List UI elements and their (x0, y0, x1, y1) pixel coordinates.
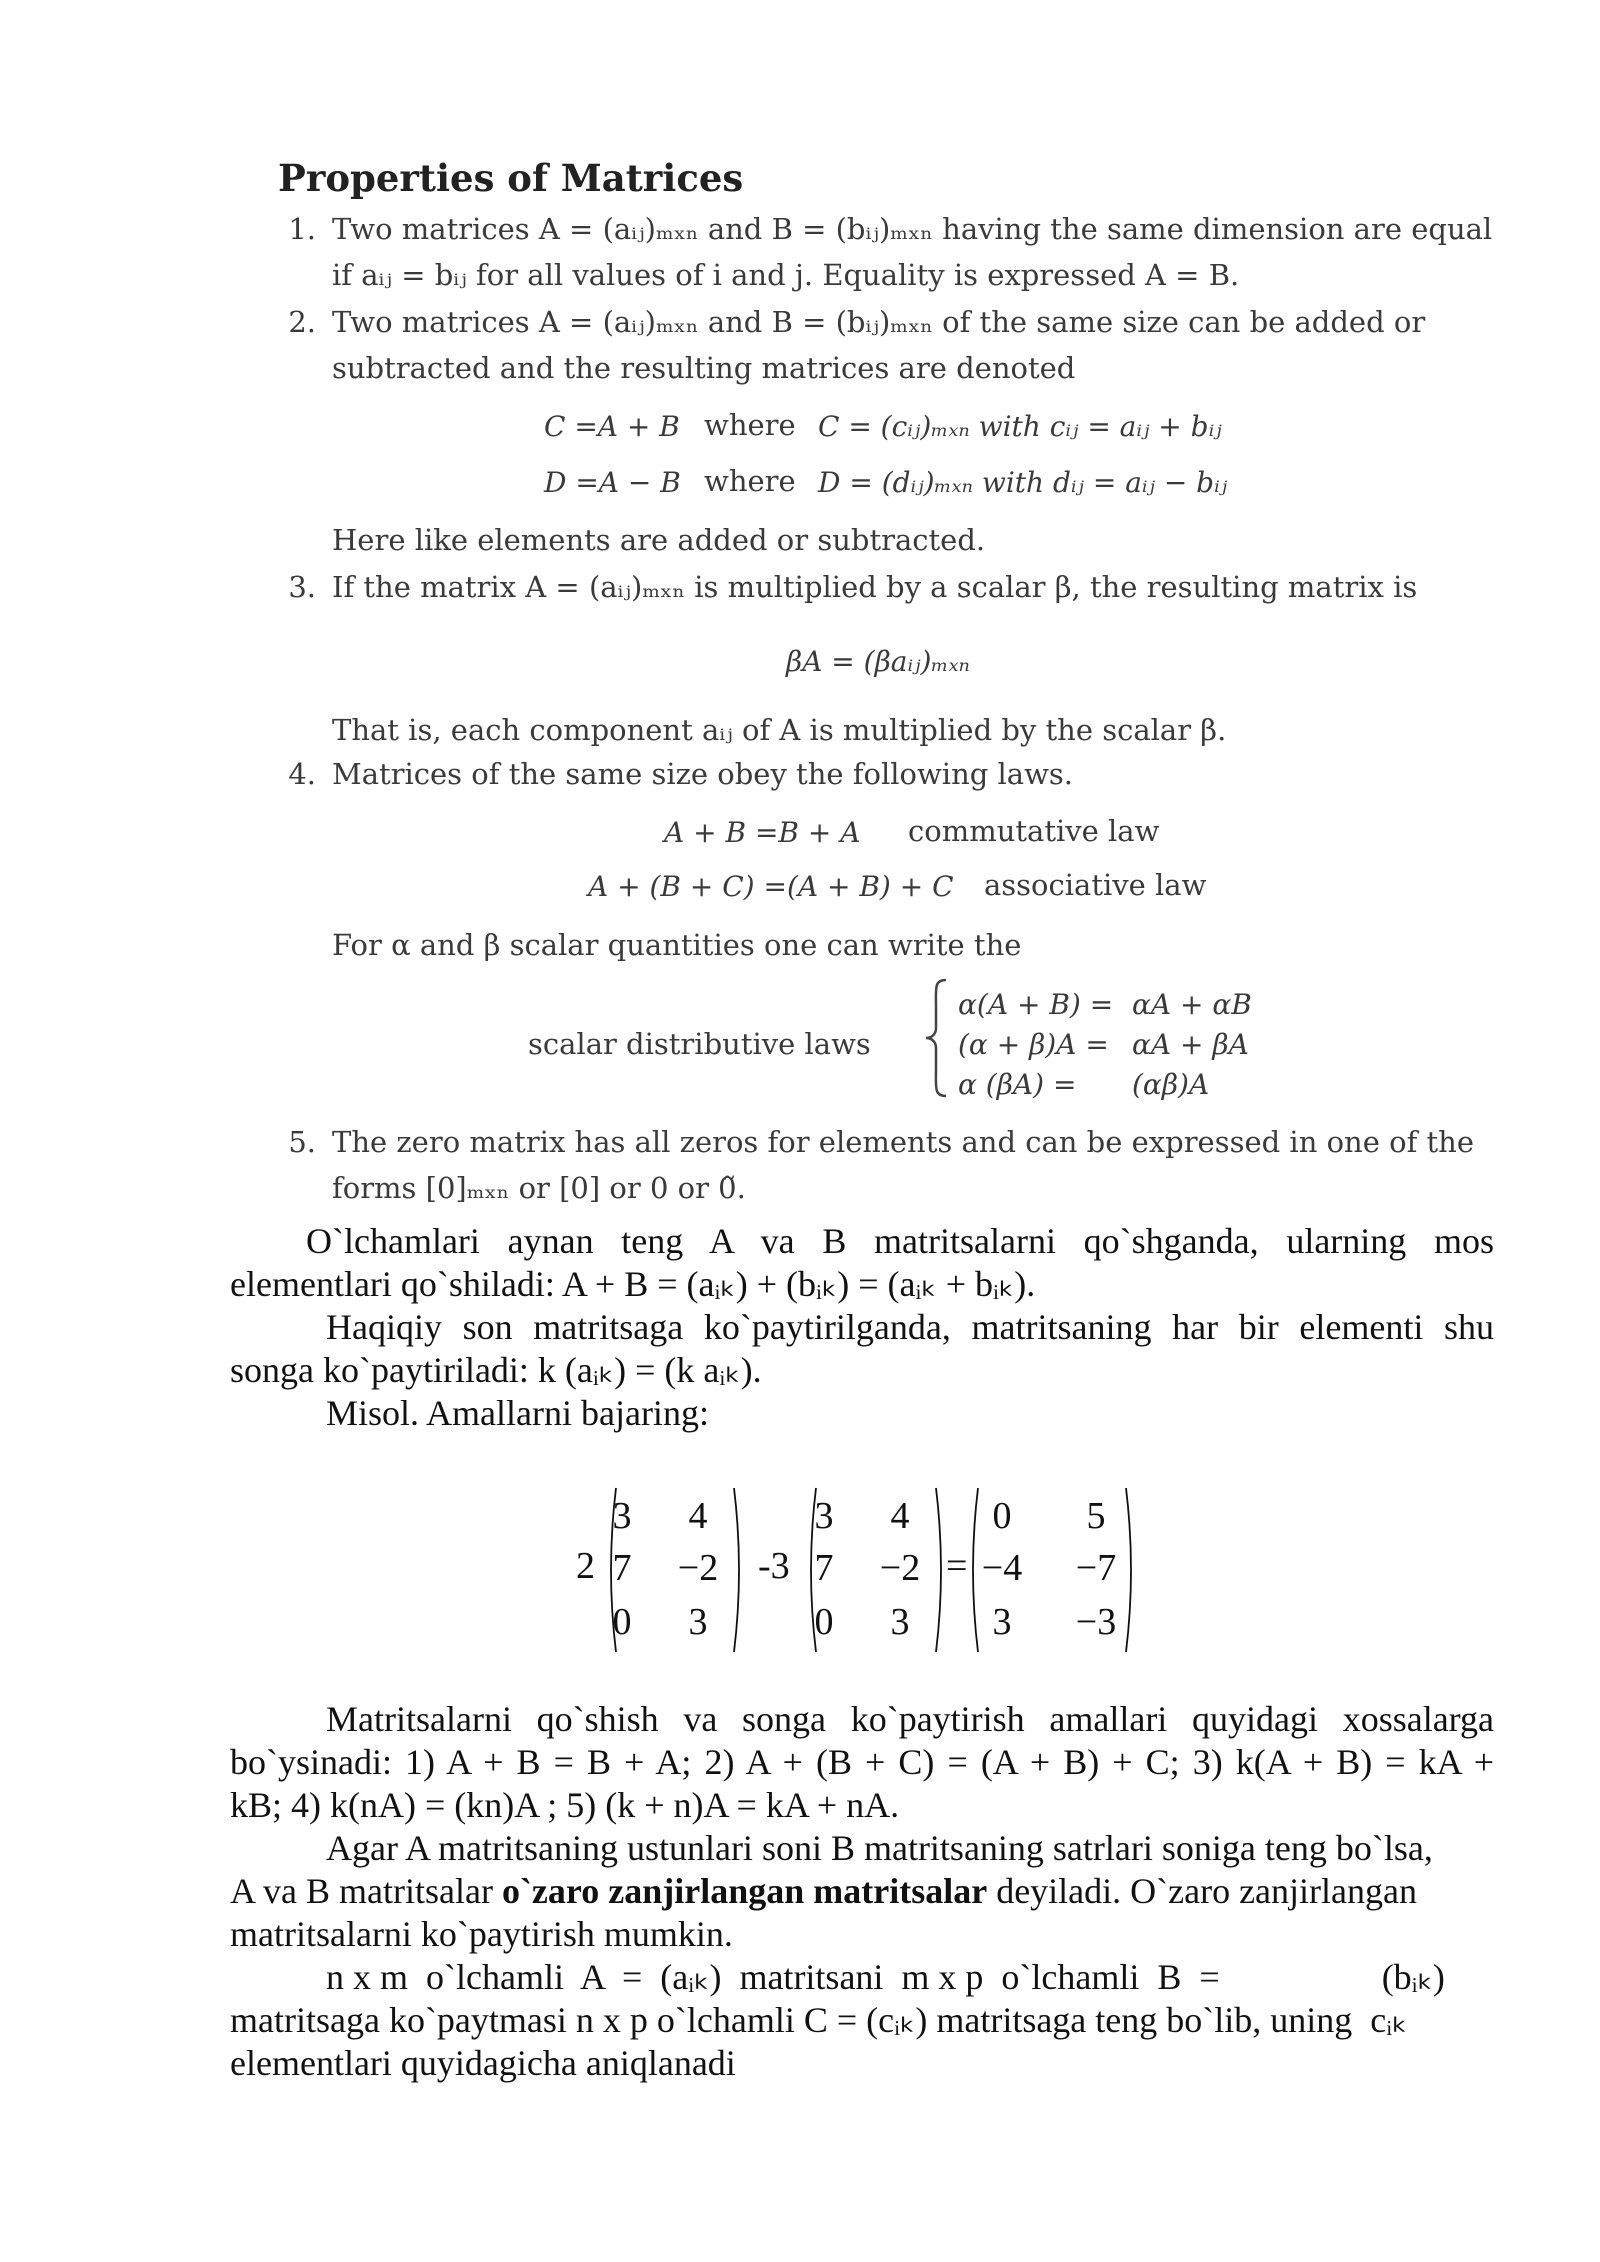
paragraph-5-line2-start: A va B matritsalar (230, 1871, 502, 1911)
matrix-2-cell: 7 (814, 1547, 834, 1589)
item-5-line1: The zero matrix has all zeros for elements and can be expressed in one of the (332, 1125, 1475, 1159)
matrix-1-right-paren (732, 1486, 746, 1654)
item-number-3: 3. (288, 570, 316, 604)
law-commutative-equation: A + B =B + A (664, 816, 861, 849)
item-number-4: 4. (288, 757, 316, 791)
paragraph-4-line1: Matritsalarni qo`shish va songa ko`paytirish amallari quyidagi xossalarga (326, 1699, 1494, 1739)
paragraph-5-line1: Agar A matritsaning ustunlari soni B matritsaning satrlari soniga teng bo`lsa, (326, 1828, 1433, 1868)
matrix-1-cell: 7 (612, 1547, 632, 1589)
item-2-line1: Two matrices A = (aᵢⱼ)ₘₓₙ and B = (bᵢⱼ)ₘₓₙ of the same size can be added or (332, 305, 1426, 339)
paragraph-1-line2: elementlari qo`shiladi: A + B = (aᵢₖ) + (bᵢₖ) = (aᵢₖ + bᵢₖ). (230, 1264, 1036, 1304)
matrix-3-cell: 3 (992, 1601, 1012, 1643)
scalar-law-1-left: α(A + B) = (958, 988, 1114, 1021)
matrix-1-cell: −2 (677, 1547, 719, 1589)
item-2-line2: subtracted and the resulting matrices are denoted (332, 351, 1076, 385)
scalar-coefficient-2: -3 (758, 1545, 790, 1587)
matrix-3-cell: 5 (1086, 1495, 1106, 1537)
scalar-law-2-left: (α + β)A = (958, 1028, 1109, 1061)
matrix-1-cell: 3 (688, 1601, 708, 1643)
paragraph-5-line2-end: deyiladi. O`zaro zanjirlangan (987, 1871, 1417, 1911)
scalar-law-1-right: αA + αB (1132, 988, 1252, 1021)
item-number-2: 2. (288, 305, 316, 339)
paragraph-6-line3: elementlari quyidagicha aniqlanadi (230, 2043, 736, 2083)
item-5-line2: forms [0]ₘₓₙ or [0] or 0 or 0̃. (332, 1171, 746, 1205)
matrix-example (570, 1480, 1150, 1660)
paragraph-2-line1: Haqiqiy son matritsaga ko`paytirilganda, matritsaning har bir elementi shu (326, 1307, 1494, 1347)
paragraph-2-line2: songa ko`paytiriladi: k (aᵢₖ) = (k aᵢₖ). (230, 1350, 762, 1390)
paragraph-1-line1: O`lchamlari aynan teng A va B matritsalarni qo`shganda, ularning mos (306, 1221, 1494, 1261)
equation-diff-right: D = (dᵢⱼ)ₘₓₙ with dᵢⱼ = aᵢⱼ − bᵢⱼ (818, 466, 1228, 499)
equation-diff-left: D =A − B (544, 466, 681, 499)
matrix-1-cell: 3 (612, 1495, 632, 1537)
equation-scalar-multiple: βA = (βaᵢⱼ)ₘₓₙ (786, 645, 970, 678)
matrix-2-cell: 4 (890, 1495, 910, 1537)
section-heading: Properties of Matrices (278, 156, 744, 200)
item-3-note: That is, each component aᵢⱼ of A is multiplied by the scalar β. (332, 713, 1227, 747)
paragraph-4-line3: kB; 4) k(nA) = (kn)A ; 5) (k + n)A = kA + nA. (230, 1785, 900, 1825)
scalar-coefficient-1: 2 (576, 1545, 595, 1587)
equals-sign: = (946, 1545, 968, 1587)
scalar-distributive-label: scalar distributive laws (528, 1027, 871, 1061)
item-1-line2: if aᵢⱼ = bᵢⱼ for all values of i and j. Equality is expressed A = B. (332, 258, 1240, 292)
item-1-line1: Two matrices A = (aᵢⱼ)ₘₓₙ and B = (bᵢⱼ)ₘₓₙ having the same dimension are equal (332, 212, 1493, 246)
law-associative-name: associative law (984, 868, 1207, 902)
matrix-2-cell: 3 (890, 1601, 910, 1643)
item-number-5: 5. (288, 1125, 316, 1159)
matrix-3-cell: 0 (992, 1495, 1012, 1537)
paragraph-5-line2 (230, 1870, 1417, 1913)
law-associative-equation: A + (B + C) =(A + B) + C (588, 870, 954, 903)
scalar-intro: For α and β scalar quantities one can write the (332, 928, 1022, 962)
matrix-2-cell: 0 (814, 1601, 834, 1643)
matrix-2-cell: −2 (879, 1547, 921, 1589)
matrix-3-cell: −3 (1075, 1601, 1117, 1643)
item-number-1: 1. (288, 212, 316, 246)
paragraph-3-example-title: Misol. Amallarni bajaring: (326, 1393, 709, 1433)
equation-diff-where: where (704, 464, 796, 498)
term-chained-matrices: o`zaro zanjirlangan matritsalar (501, 1871, 988, 1911)
matrix-1-cell: 4 (688, 1495, 708, 1537)
law-commutative-name: commutative law (908, 814, 1160, 848)
item-4-line1: Matrices of the same size obey the following laws. (332, 757, 1074, 791)
equation-sum-right: C = (cᵢⱼ)ₘₓₙ with cᵢⱼ = aᵢⱼ + bᵢⱼ (818, 410, 1222, 443)
scalar-law-3-left: α (βA) = (958, 1068, 1077, 1101)
equation-sum-where: where (704, 408, 796, 442)
matrix-3-cell: −7 (1075, 1547, 1117, 1589)
paragraph-6-line2: matritsaga ko`paytmasi n x p o`lchamli C = (cᵢₖ) matritsaga teng bo`lib, uning cᵢₖ (230, 2000, 1408, 2040)
paragraph-6-line1: n x m o`lchamli A = (aᵢₖ) matritsani m x p o`lchamli B = (bᵢₖ) (326, 1957, 1445, 1997)
scalar-law-2-right: αA + βA (1132, 1028, 1249, 1061)
item-2-note: Here like elements are added or subtracted. (332, 523, 986, 557)
equation-sum-left: C =A + B (544, 410, 680, 443)
matrix-3-cell: −4 (981, 1547, 1023, 1589)
matrix-3-right-paren (1124, 1486, 1138, 1654)
left-brace-icon (922, 978, 950, 1098)
matrix-1-cell: 0 (612, 1601, 632, 1643)
item-3-line1: If the matrix A = (aᵢⱼ)ₘₓₙ is multiplied by a scalar β, the resulting matrix is (332, 570, 1418, 604)
scalar-law-3-right: (αβ)A (1132, 1068, 1210, 1101)
paragraph-4-line2: bo`ysinadi: 1) A + B = B + A; 2) A + (B + C) = (A + B) + C; 3) k(A + B) = kA + (230, 1742, 1494, 1782)
paragraph-5-line3: matritsalarni ko`paytirish mumkin. (230, 1914, 733, 1954)
matrix-2-cell: 3 (814, 1495, 834, 1537)
